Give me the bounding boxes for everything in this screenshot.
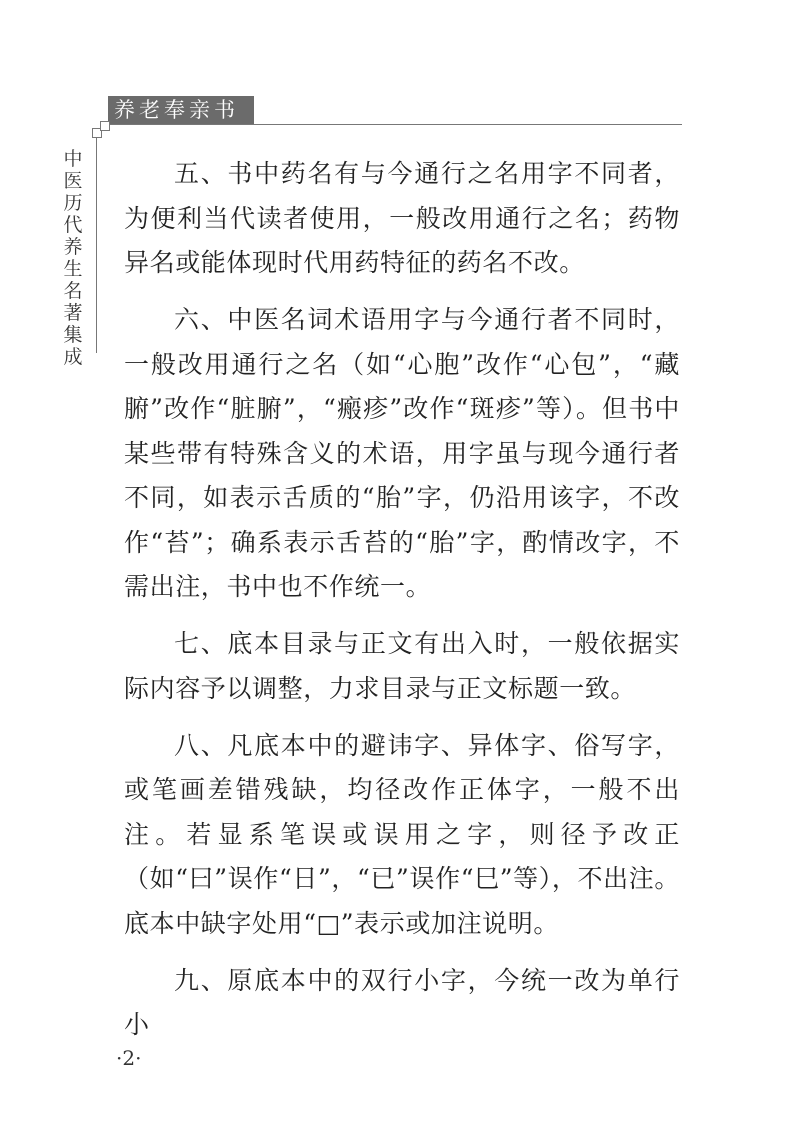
paragraph: 七、底本目录与正文有出入时，一般依据实际内容予以调整，力求目录与正文标题一致。 <box>124 629 680 703</box>
sidebar-rule <box>96 138 97 353</box>
page-number: ·2· <box>116 1046 142 1070</box>
paragraph: 六、中医名词术语用字与今通行者不同时，一般改用通行之名（如“心胞”改作“心包”，“藏腑”改作“脏腑”，“瘢疹”改作“斑疹”等）。但书中某些带有特殊含义的术语，用字虽与现今通行者不同，如表示舌质的“胎”字，仍沿用该字，不改作“苔”；确系表示舌苔的“胎”字，酌情改字，不需出注，书中也不作统一。 <box>124 305 680 601</box>
corner-square-ornament <box>100 121 110 131</box>
paragraph: 八、凡底本中的避讳字、异体字、俗写字，或笔画差错残缺，均径改作正体字，一般不出注。若显系笔误或误用之字，则径予改正（如“曰”误作“日”，“已”误作“巳”等），不出注。底本中缺字处用“□”表示或加注说明。 <box>124 730 680 938</box>
paragraph: 五、书中药名有与今通行之名用字不同者，为便利当代读者使用，一般改用通行之名；药物异名或能体现时代用药特征的药名不改。 <box>124 159 680 277</box>
body-text <box>124 152 680 1060</box>
paragraph: 九、原底本中的双行小字，今统一改为单行小 <box>124 965 680 1039</box>
header-rule <box>108 124 682 125</box>
series-title: 中医历代养生名著集成 <box>63 148 83 368</box>
book-title: 养老奉亲书 <box>108 96 254 124</box>
